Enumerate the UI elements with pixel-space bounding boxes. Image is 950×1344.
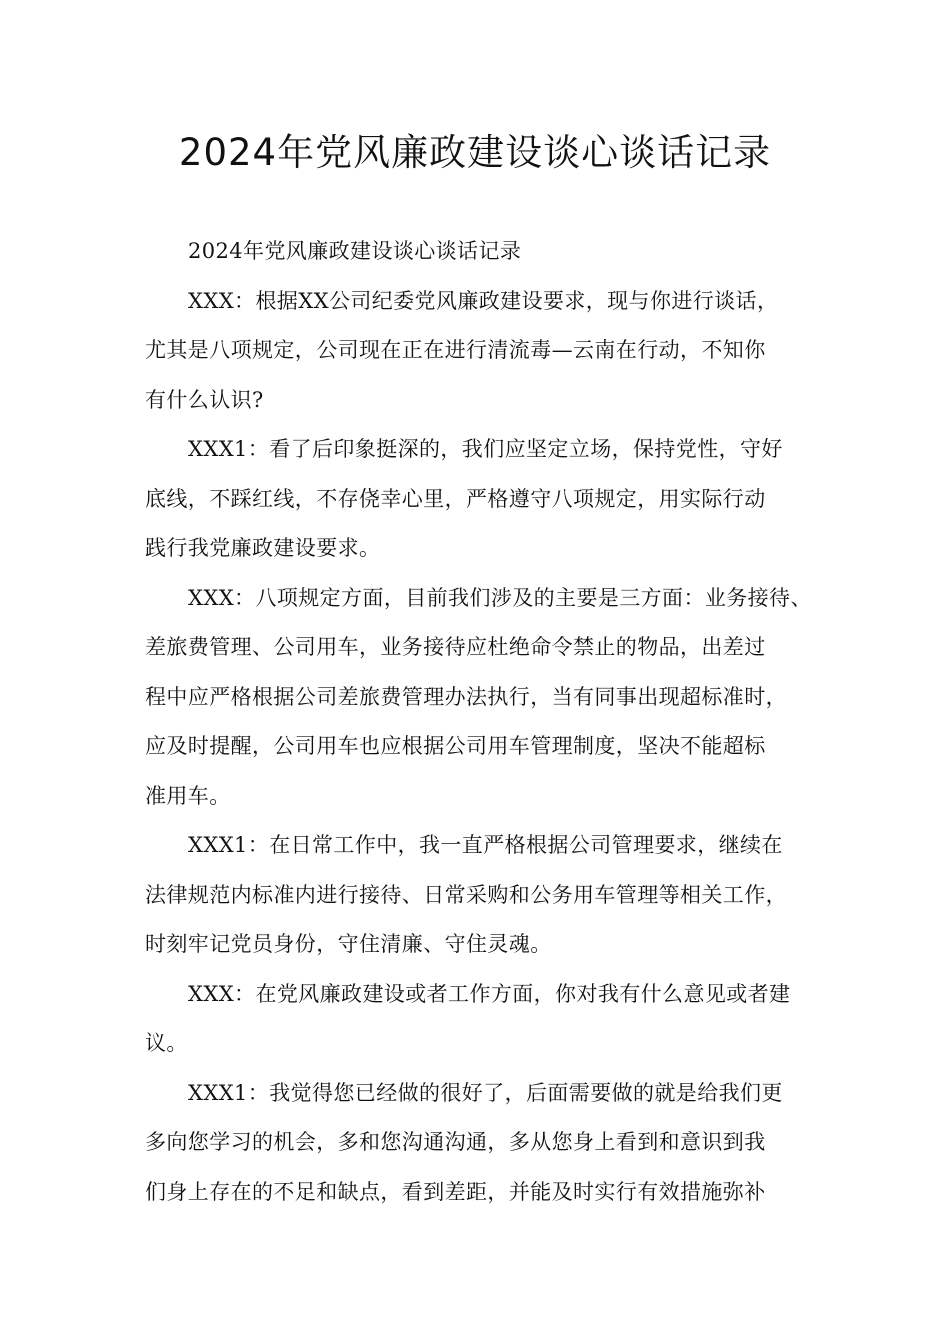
text-line: 准用车。	[145, 783, 231, 808]
text-line: 差旅费管理、公司用车，业务接待应杜绝命令禁止的物品，出差过	[145, 635, 766, 659]
text-line: 底线，不踩红线，不存侥幸心里，严格遵守八项规定，用实际行动	[145, 486, 766, 511]
text-line: 尤其是八项规定，公司现在正在进行清流毒—云南在行动，不知你	[145, 338, 766, 362]
text-line: 时刻牢记党员身份，守住清廉、守住灵魂。	[145, 932, 552, 956]
paragraph-dialogue-4	[145, 821, 813, 970]
paragraph-subtitle	[145, 227, 813, 277]
text-line: XXX：在党风廉政建设或者工作方面，你对我有什么意见或者建	[188, 981, 791, 1006]
text-line: 2024年党风廉政建设谈心谈话记录	[188, 239, 522, 263]
text-line: 们身上存在的不足和缺点，看到差距，并能及时实行有效措施弥补	[145, 1179, 766, 1204]
text-line: 践行我党廉政建设要求。	[145, 536, 381, 560]
text-line: XXX1：我觉得您已经做的很好了，后面需要做的就是给我们更	[188, 1080, 783, 1105]
paragraph-dialogue-5	[145, 970, 813, 1069]
document-body	[145, 227, 813, 1217]
text-line: 应及时提醒，公司用车也应根据公司用车管理制度，坚决不能超标	[145, 734, 766, 758]
text-line: 程中应严格根据公司差旅费管理办法执行，当有同事出现超标准时，	[145, 684, 787, 709]
paragraph-dialogue-6	[145, 1069, 813, 1218]
text-line: XXX：八项规定方面，目前我们涉及的主要是三方面：业务接待、	[188, 585, 812, 610]
text-line: 多向您学习的机会，多和您沟通沟通，多从您身上看到和意识到我	[145, 1130, 766, 1154]
text-line: XXX1：在日常工作中，我一直严格根据公司管理要求，继续在	[188, 833, 783, 857]
paragraph-dialogue-3	[145, 574, 813, 822]
document-title: 2024年党风廉政建设谈心谈话记录	[178, 131, 772, 174]
paragraph-dialogue-1	[145, 277, 813, 426]
text-line: 法律规范内标准内进行接待、日常采购和公务用车管理等相关工作，	[145, 882, 787, 907]
text-line: 有什么认识?	[145, 387, 264, 412]
text-line: 议。	[145, 1031, 188, 1055]
text-line: XXX：根据XX公司纪委党风廉政建设要求，现与你进行谈话，	[188, 288, 779, 313]
paragraph-dialogue-2	[145, 425, 813, 574]
text-line: XXX1：看了后印象挺深的，我们应坚定立场，保持党性，守好	[188, 437, 783, 461]
